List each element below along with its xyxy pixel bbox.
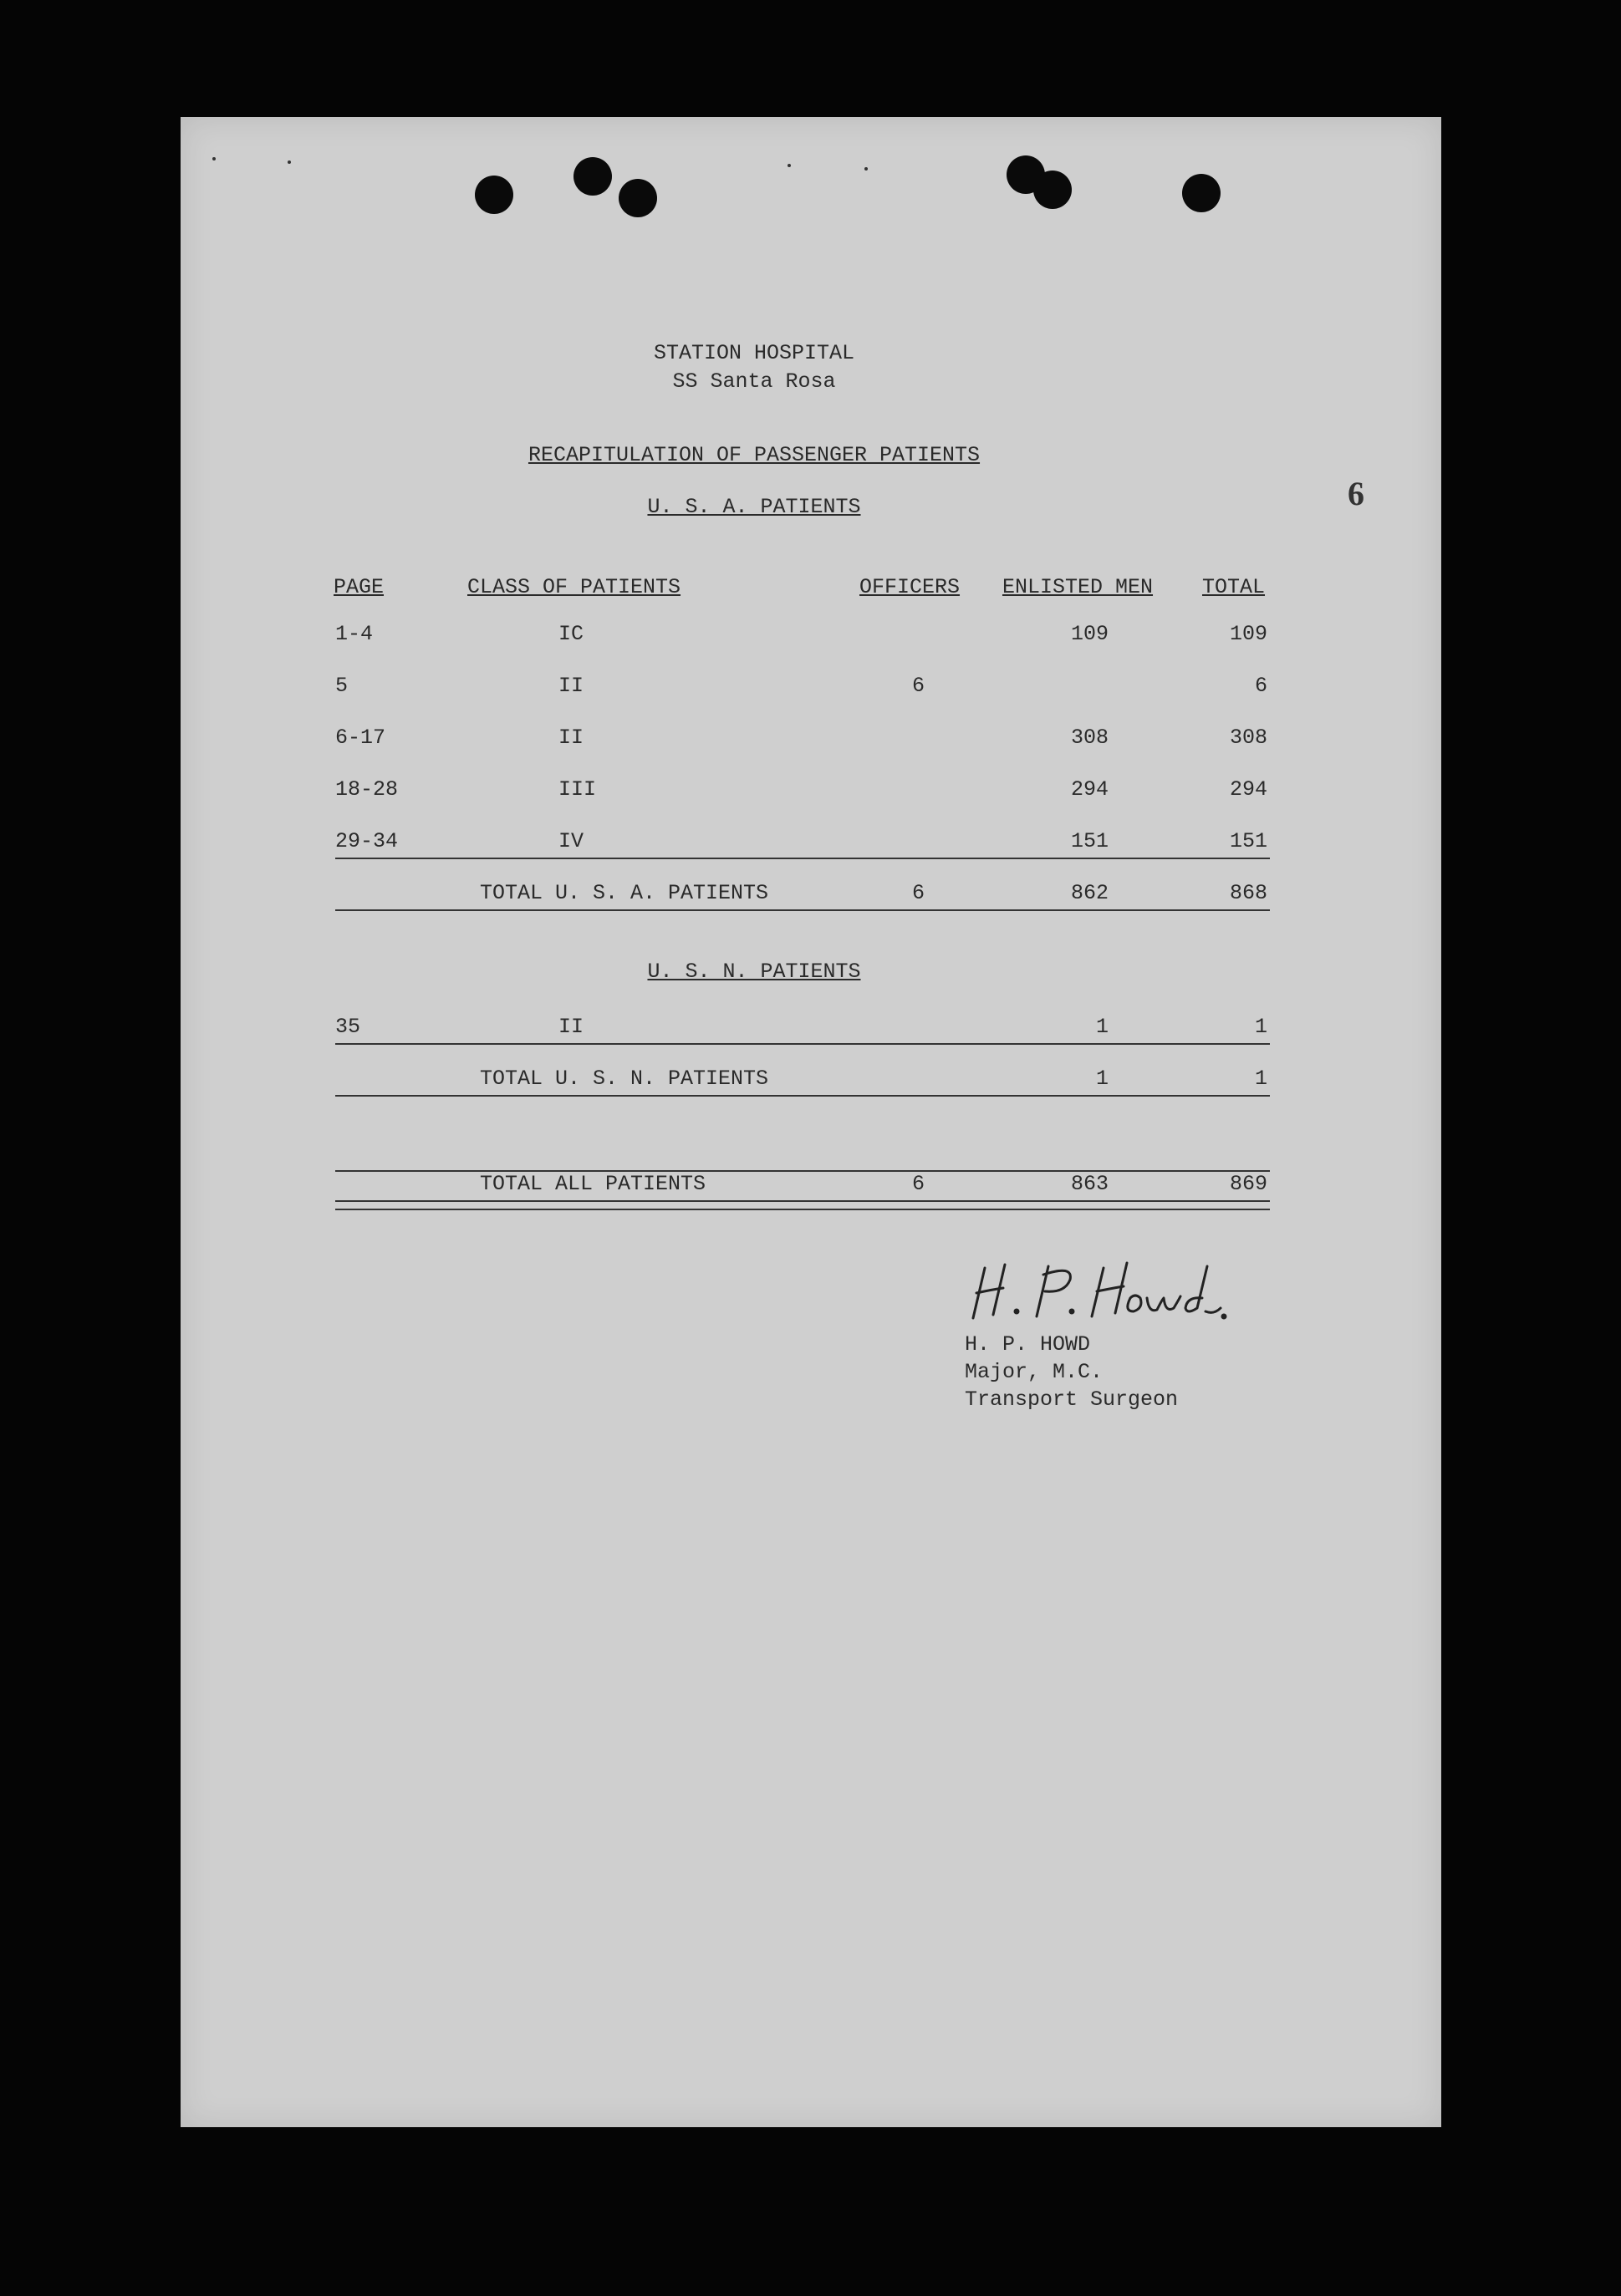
row-page: 18-28 <box>335 777 399 802</box>
row-class: IV <box>558 829 584 853</box>
signer-rank: Major, M.C. <box>965 1360 1104 1384</box>
signer-name: H. P. HOWD <box>965 1332 1091 1357</box>
row-page: 29-34 <box>335 829 399 853</box>
row-total: 151 <box>1229 829 1267 853</box>
table-row <box>181 674 1441 707</box>
punch-hole <box>1182 174 1221 212</box>
signer-position: Transport Surgeon <box>965 1387 1179 1412</box>
usn-total-enlisted: 1 <box>1095 1067 1109 1091</box>
table-row <box>181 622 1441 655</box>
row-class: III <box>558 777 597 802</box>
table-row <box>181 777 1441 811</box>
punch-hole <box>1033 171 1072 209</box>
row-enlisted: 151 <box>1070 829 1109 853</box>
paper-speck <box>288 160 291 164</box>
grand-total-enlisted: 863 <box>1070 1172 1109 1196</box>
paper-speck <box>788 164 791 167</box>
table-rule <box>335 1200 1270 1202</box>
row-enlisted: 1 <box>1095 1015 1109 1039</box>
table-rule <box>335 1209 1270 1210</box>
table-row <box>181 725 1441 759</box>
row-enlisted: 294 <box>1070 777 1109 802</box>
heading-line-2: SS Santa Rosa <box>672 369 836 394</box>
table-rule <box>335 909 1270 911</box>
table-rule <box>335 1043 1270 1045</box>
grand-total-label: TOTAL ALL PATIENTS <box>480 1172 706 1196</box>
column-header-total: TOTAL <box>1202 575 1266 599</box>
row-page: 6-17 <box>335 725 386 750</box>
row-class: II <box>558 674 584 698</box>
row-total: 6 <box>1254 674 1267 698</box>
column-header-class: CLASS OF PATIENTS <box>467 575 681 599</box>
usa-total-total: 868 <box>1229 881 1267 905</box>
usn-total-label: TOTAL U. S. N. PATIENTS <box>480 1067 769 1091</box>
handwritten-signature <box>966 1250 1234 1325</box>
row-page: 5 <box>335 674 349 698</box>
row-total: 109 <box>1229 622 1267 646</box>
row-officers: 6 <box>911 674 925 698</box>
page-number: 6 <box>1348 475 1364 512</box>
table-rule <box>335 858 1270 859</box>
row-page: 1-4 <box>335 622 374 646</box>
usn-section-title: U. S. N. PATIENTS <box>647 960 861 984</box>
document-title: RECAPITULATION OF PASSENGER PATIENTS <box>528 443 981 467</box>
usn-total-total: 1 <box>1254 1067 1267 1091</box>
heading-line-1: STATION HOSPITAL <box>653 341 855 365</box>
row-enlisted: 308 <box>1070 725 1109 750</box>
grand-total-total: 869 <box>1229 1172 1267 1196</box>
grand-total-officers: 6 <box>911 1172 925 1196</box>
table-rule <box>335 1095 1270 1097</box>
signature-block <box>965 1331 1178 1413</box>
row-class: II <box>558 725 584 750</box>
document-page <box>181 117 1441 2127</box>
punch-hole <box>475 176 513 214</box>
row-class: II <box>558 1015 584 1039</box>
usa-section-title: U. S. A. PATIENTS <box>647 495 861 519</box>
punch-hole <box>619 179 657 217</box>
row-total: 308 <box>1229 725 1267 750</box>
row-page: 35 <box>335 1015 361 1039</box>
column-header-officers: OFFICERS <box>859 575 961 599</box>
usa-total-label: TOTAL U. S. A. PATIENTS <box>480 881 769 905</box>
row-total: 1 <box>1254 1015 1267 1039</box>
row-enlisted: 109 <box>1070 622 1109 646</box>
paper-speck <box>864 167 868 171</box>
row-class: IC <box>558 622 584 646</box>
paper-speck <box>212 157 216 160</box>
column-header-page: PAGE <box>334 575 385 599</box>
usa-total-enlisted: 862 <box>1070 881 1109 905</box>
punch-hole <box>573 157 612 196</box>
column-header-enlisted: ENLISTED MEN <box>1002 575 1154 599</box>
row-total: 294 <box>1229 777 1267 802</box>
usa-total-officers: 6 <box>911 881 925 905</box>
